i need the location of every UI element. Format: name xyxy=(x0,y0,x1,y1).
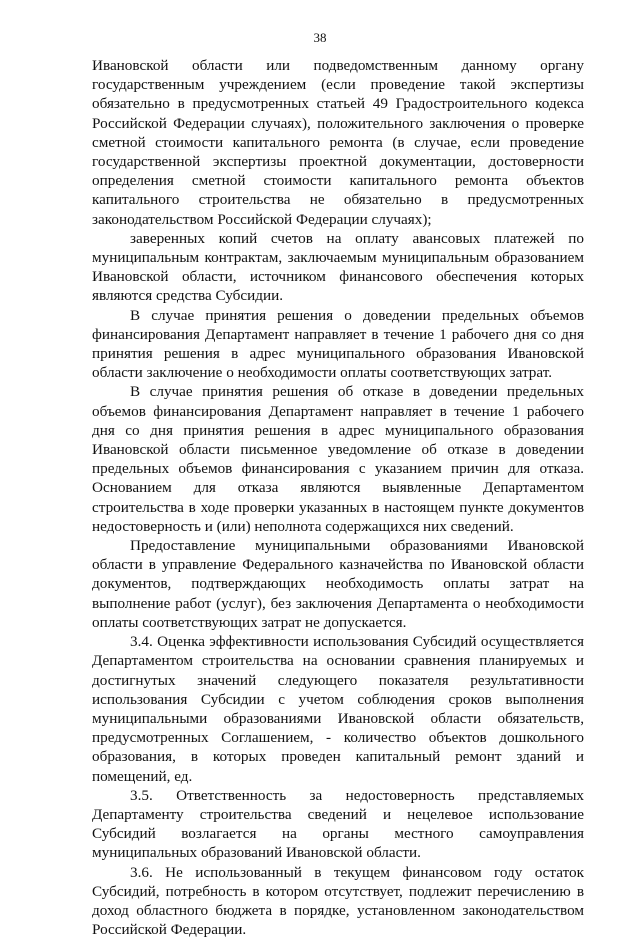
paragraph-3-6-unused-balance: 3.6. Не использованный в текущем финансовом году остаток Субсидий, потребность в котором отсутствует, подлежит перечислению в доход областного бюджета в порядке, установленном законодательством Российской Федерации. xyxy=(92,863,584,939)
paragraph-advance-invoices: заверенных копий счетов на оплату авансовых платежей по муниципальным контрактам, заключаемым муниципальным образованием Ивановской области, источником финансового обеспечения которых являются средства Субсидии. xyxy=(92,229,584,305)
paragraph-treasury-submission: Предоставление муниципальными образованиями Ивановской области в управление Федерального казначейства по Ивановской области документов, подтверждающих необходимость оплаты затрат на выполнение работ (услуг), без заключения Департамента о необходимости оплаты соответствующих затрат не допускается. xyxy=(92,537,584,631)
paragraph-financing-refusal: В случае принятия решения об отказе в доведении предельных объемов финансирования Департамент направляет в течение 1 рабочего дня со дня принятия решения в адрес муниципального образования Ивановской области письменное уведомление об отказе в доведении предельных объемов финансирования с указанием причин для отказа. Основанием для отказа являются выявленные Департаментом строительства в ходе проверки указанных в настоящем пункте документов недостоверность и (или) неполнота содержащихся них сведений. xyxy=(92,383,584,535)
paragraph-financing-approval: В случае принятия решения о доведении предельных объемов финансирования Департамент направляет в течение 1 рабочего дня со дня принятия решения в адрес муниципального образования Ивановской области заключение о необходимости оплаты соответствующих затрат. xyxy=(92,306,584,382)
paragraph-continuation: Ивановской области или подведомственным данному органу государственным учреждением (если проведение такой экспертизы обязательно в предусмотренных статьей 49 Градостроительного кодекса Российской Федерации случаях), положительного заключения о проверке сметной стоимости капитального ремонта (в случае, если проведение государственной экспертизы проектной документации, достоверности определения сметной стоимости капитального ремонта объектов капитального строительства не обязательно в предусмотренных законодательством Российской Федерации случаях); xyxy=(92,57,584,228)
page-number: 38 xyxy=(313,30,327,45)
document-body xyxy=(92,56,584,939)
paragraph-3-5-responsibility: 3.5. Ответственность за недостоверность представляемых Департаменту строительства сведений и нецелевое использование Субсидий возлагается на органы местного самоуправления муниципальных образований Ивановской области. xyxy=(92,786,584,862)
paragraph-3-4-efficiency: 3.4. Оценка эффективности использования Субсидий осуществляется Департаментом строительства на основании сравнения планируемых и достигнутых значений следующего показателя результативности использования Субсидии с учетом соблюдения сроков выполнения муниципальными образованиями Ивановской области обязательств, предусмотренных Соглашением, - количество объектов дошкольного образования, в которых проведен капитальный ремонт зданий и помещений, ед. xyxy=(92,633,584,785)
